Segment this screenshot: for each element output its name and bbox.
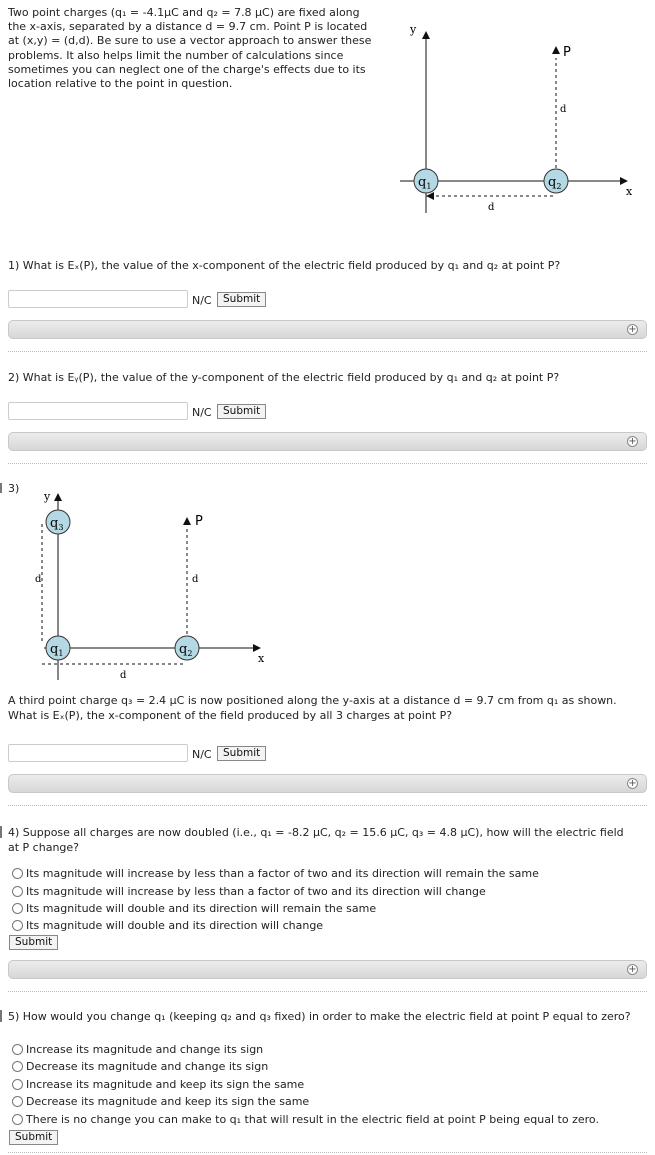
question-4-option-1[interactable]: Its magnitude will increase by less than a factor of two and its direction will remain the same (12, 866, 539, 881)
question-5-radio-3[interactable] (12, 1079, 23, 1090)
y-axis-label: y (410, 23, 417, 36)
d-vertical-label: d (192, 574, 199, 585)
x-axis-label: x (626, 185, 633, 198)
question-5-option-3[interactable]: Increase its magnitude and keep its sign the same (12, 1077, 304, 1092)
question-1-unit: N/C (192, 294, 212, 307)
question-4-option-2[interactable]: Its magnitude will increase by less than a factor of two and its direction will change (12, 884, 486, 899)
question-5-radio-5[interactable] (12, 1114, 23, 1125)
y-axis-label: y (44, 490, 51, 503)
question-2-hint-bar[interactable] (8, 432, 647, 451)
question-3-hint-bar[interactable] (8, 774, 647, 793)
question-5-option-2[interactable]: Decrease its magnitude and change its sign (12, 1059, 268, 1074)
x-axis-label: x (258, 652, 265, 665)
question-3-unit: N/C (192, 748, 212, 761)
question-3-answer-input[interactable] (8, 744, 188, 762)
separator (8, 1152, 647, 1153)
separator (8, 805, 647, 806)
question-4-text: 4) Suppose all charges are now doubled (i.e., q₁ = -8.2 µC, q₂ = 15.6 µC, q₃ = 4.8 µC), how will the electric field at P change? (8, 826, 624, 854)
d-horizontal-label: d (488, 202, 495, 213)
d-horizontal-label: d (120, 670, 127, 681)
question-3-number: 3) (8, 482, 20, 495)
question-marker (0, 1010, 2, 1022)
problem-intro: Two point charges (q₁ = -4.1µC and q₂ = 7.8 µC) are fixed along the x-axis, separated by a distance d = 9.7 cm. Point P is located at (x,y) = (d,d). Be sure to use a vector approach to answer these problems. It also helps limit the number of calculations since sometimes you can neglect one of the charge's effects due to its location relative to the point in question. (8, 6, 372, 91)
charge-diagram-3 (20, 484, 280, 684)
question-2-answer-input[interactable] (8, 402, 188, 420)
charge-q1-label: $q_1$ (418, 175, 432, 191)
plus-icon[interactable]: + (628, 778, 637, 789)
question-4-radio-4[interactable] (12, 920, 23, 931)
p-arrow (183, 517, 191, 525)
question-4-radio-3[interactable] (12, 903, 23, 914)
d-vertical-label: d (560, 104, 567, 115)
question-5-option-4[interactable]: Decrease its magnitude and keep its sign the same (12, 1094, 309, 1109)
question-4-option-3[interactable]: Its magnitude will double and its direction will remain the same (12, 901, 376, 916)
question-1-answer-input[interactable] (8, 290, 188, 308)
d-vertical-left-label: d (35, 574, 42, 585)
charge-q3-label: $q_3$ (50, 516, 64, 532)
question-4-submit-button[interactable]: Submit (9, 935, 58, 950)
separator (8, 991, 647, 992)
question-5-text: 5) How would you change q₁ (keeping q₂ and q₃ fixed) in order to make the electric field at point P equal to zero? (8, 1010, 631, 1023)
question-4-radio-1[interactable] (12, 868, 23, 879)
question-5-radio-4[interactable] (12, 1096, 23, 1107)
charge-q1-label: $q_1$ (50, 642, 64, 658)
question-5-radio-2[interactable] (12, 1061, 23, 1072)
question-3-text: A third point charge q₃ = 2.4 µC is now positioned along the y-axis at a distance d = 9.7 cm from q₁ as shown. What is Eₓ(P), the x-component of the field produced by all 3 charges at point P? (8, 694, 617, 722)
plus-icon[interactable]: + (628, 324, 637, 335)
question-5-submit-button[interactable]: Submit (9, 1130, 58, 1145)
question-5-option-1[interactable]: Increase its magnitude and change its sign (12, 1042, 263, 1057)
question-2-submit-button[interactable]: Submit (217, 404, 266, 419)
question-marker (0, 826, 2, 838)
charge-diagram-1 (380, 18, 650, 228)
question-2-text: 2) What is Eᵧ(P), the value of the y-component of the electric field produced by q₁ and q₂ at point P? (8, 371, 560, 384)
separator (8, 351, 647, 352)
charge-q2-label: $q_2$ (179, 642, 193, 658)
point-p-label: P (195, 514, 203, 529)
question-5-option-5[interactable]: There is no change you can make to q₁ that will result in the electric field at point P being equal to zero. (12, 1112, 599, 1127)
question-5-radio-1[interactable] (12, 1044, 23, 1055)
question-4-radio-2[interactable] (12, 886, 23, 897)
question-2-unit: N/C (192, 406, 212, 419)
question-3-submit-button[interactable]: Submit (217, 746, 266, 761)
p-arrow (552, 46, 560, 54)
question-1-submit-button[interactable]: Submit (217, 292, 266, 307)
plus-icon[interactable]: + (628, 964, 637, 975)
charge-q2-label: $q_2$ (548, 175, 562, 191)
point-p-label: P (563, 45, 571, 60)
question-1-hint-bar[interactable] (8, 320, 647, 339)
plus-icon[interactable]: + (628, 436, 637, 447)
question-4-hint-bar[interactable] (8, 960, 647, 979)
question-1-text: 1) What is Eₓ(P), the value of the x-component of the electric field produced by q₁ and q₂ at point P? (8, 259, 561, 272)
question-4-option-4[interactable]: Its magnitude will double and its direction will change (12, 918, 323, 933)
question-marker (0, 483, 2, 493)
separator (8, 463, 647, 464)
